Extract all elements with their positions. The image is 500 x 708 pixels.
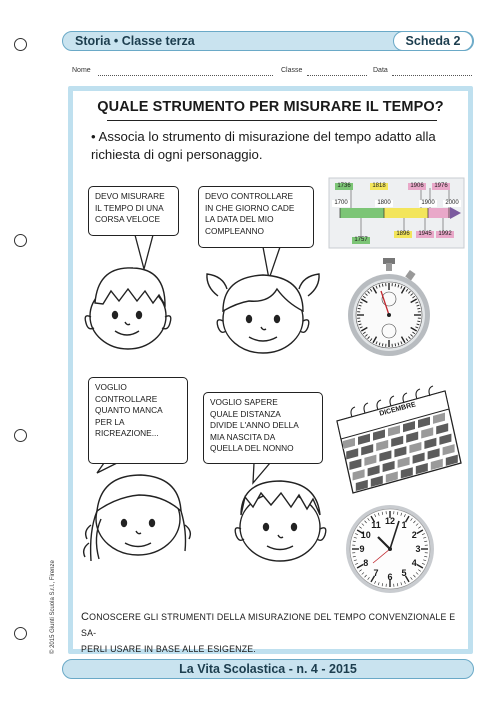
objective-line-2: PERLI USARE IN BASE ALLE ESIGENZE.: [81, 644, 256, 654]
bubble-line: LA DATA DEL MIO: [205, 214, 274, 224]
name-label: Nome: [72, 67, 91, 74]
timeline-label-1818: 1818: [370, 183, 388, 190]
stopwatch-image: [348, 258, 430, 356]
bubble-line: MIA NASCITA DA: [210, 431, 276, 442]
bubble-line: IN CHE GIORNO CADE: [205, 202, 295, 213]
copyright-note: © 2015 Giunti Scuola S.r.l., Firenze: [50, 560, 56, 654]
timeline-label-1945: 1945: [416, 231, 434, 238]
timeline-label-1896: 1896: [394, 231, 412, 238]
clock-number: 4: [411, 558, 417, 568]
clock-number: 8: [363, 558, 369, 568]
bubble-line: VOGLIO: [95, 382, 127, 392]
binder-hole-1: [14, 38, 27, 51]
binder-hole-4: [14, 627, 27, 640]
timeline-tick-1900: 1900: [419, 200, 437, 207]
objective-initial: C: [81, 611, 90, 623]
timeline-tick-1800: 1800: [375, 200, 393, 207]
clock-number: 10: [360, 530, 371, 540]
bubble-line: DEVO MISURARE: [95, 191, 165, 201]
instruction-text: • Associa lo strumento di misurazione del tempo adatto alla richiesta di ogni personaggio.: [91, 129, 436, 162]
clock-number: 3: [415, 544, 421, 554]
bubble-line: DEVO CONTROLLARE: [205, 191, 294, 201]
bubble-tail-girl1: [263, 247, 280, 279]
timeline-tick-1700: 1700: [332, 200, 350, 207]
binder-hole-3: [14, 429, 27, 442]
speech-bubble-girl2: [88, 377, 188, 464]
binder-hole-2: [14, 234, 27, 247]
subject-label: Storia • Classe terza: [75, 34, 195, 48]
bubble-tail-boy1: [135, 235, 153, 269]
clock-number: 1: [401, 519, 407, 530]
date-field[interactable]: [392, 75, 472, 76]
clock-number: 7: [373, 568, 379, 579]
student-fields: [72, 67, 472, 79]
clock-number: 2: [411, 530, 417, 540]
class-field[interactable]: [307, 75, 367, 76]
speech-bubble-boy2: [203, 392, 323, 464]
timeline-label-1906: 1906: [408, 183, 426, 190]
learning-objective: [81, 609, 463, 657]
bubble-line: QUELLA DEL NONNO: [210, 443, 294, 453]
speech-bubble-girl1: [198, 186, 314, 248]
clock-number: 9: [359, 544, 365, 554]
timeline-label-1976: 1976: [432, 183, 450, 190]
bubble-line: VOGLIO SAPERE: [210, 397, 278, 407]
bubble-line: DIVIDE L'ANNO DELLA: [210, 420, 299, 430]
bubble-line: PER LA: [95, 416, 125, 427]
clock-number: 6: [387, 572, 393, 582]
name-field[interactable]: [98, 75, 273, 76]
boy-face-2: [235, 481, 326, 561]
clock-number: 5: [401, 568, 407, 579]
header-bar: [62, 31, 474, 51]
girl-face-2: [84, 475, 191, 561]
bubble-tail-boy2: [253, 463, 270, 483]
worksheet-card: [68, 86, 473, 654]
boy-face-1: [85, 268, 171, 349]
bubble-line: QUANTO MANCA: [95, 405, 163, 415]
bubble-line: COMPLEANNO: [205, 225, 265, 236]
objective-line-1: ONOSCERE GLI STRUMENTI DELLA MISURAZIONE DEL TEMPO CONVENZIONALE E SA-: [81, 612, 456, 638]
bubble-line: QUALE DISTANZA: [210, 408, 281, 419]
worksheet-title: QUALE STRUMENTO PER MISURARE IL TEMPO?: [97, 99, 444, 115]
timeline-label-1992: 1992: [436, 231, 454, 238]
timeline-tick-2000: 2000: [443, 200, 461, 207]
bubble-line: IL TEMPO DI UNA: [95, 202, 164, 213]
speech-bubble-boy1: [88, 186, 179, 236]
clock-number: 12: [384, 516, 395, 526]
timeline-label-1736: 1736: [335, 183, 353, 190]
timeline-label-1757: 1757: [352, 237, 370, 244]
bubble-line: CONTROLLARE: [95, 393, 158, 404]
bubble-line: RICREAZIONE...: [95, 428, 159, 438]
clock-number: 11: [371, 519, 381, 530]
date-label: Data: [373, 67, 388, 74]
class-label: Classe: [281, 67, 303, 74]
girl-face-1: [207, 274, 319, 353]
bubble-line: CORSA VELOCE: [95, 214, 161, 224]
bubble-tail-girl2: [97, 463, 117, 473]
sheet-label: Scheda 2: [393, 31, 473, 51]
calendar-month: DICEMBRE: [378, 401, 417, 418]
footer-bar: La Vita Scolastica - n. 4 - 2015: [62, 659, 474, 679]
calendar-image: [337, 386, 461, 493]
